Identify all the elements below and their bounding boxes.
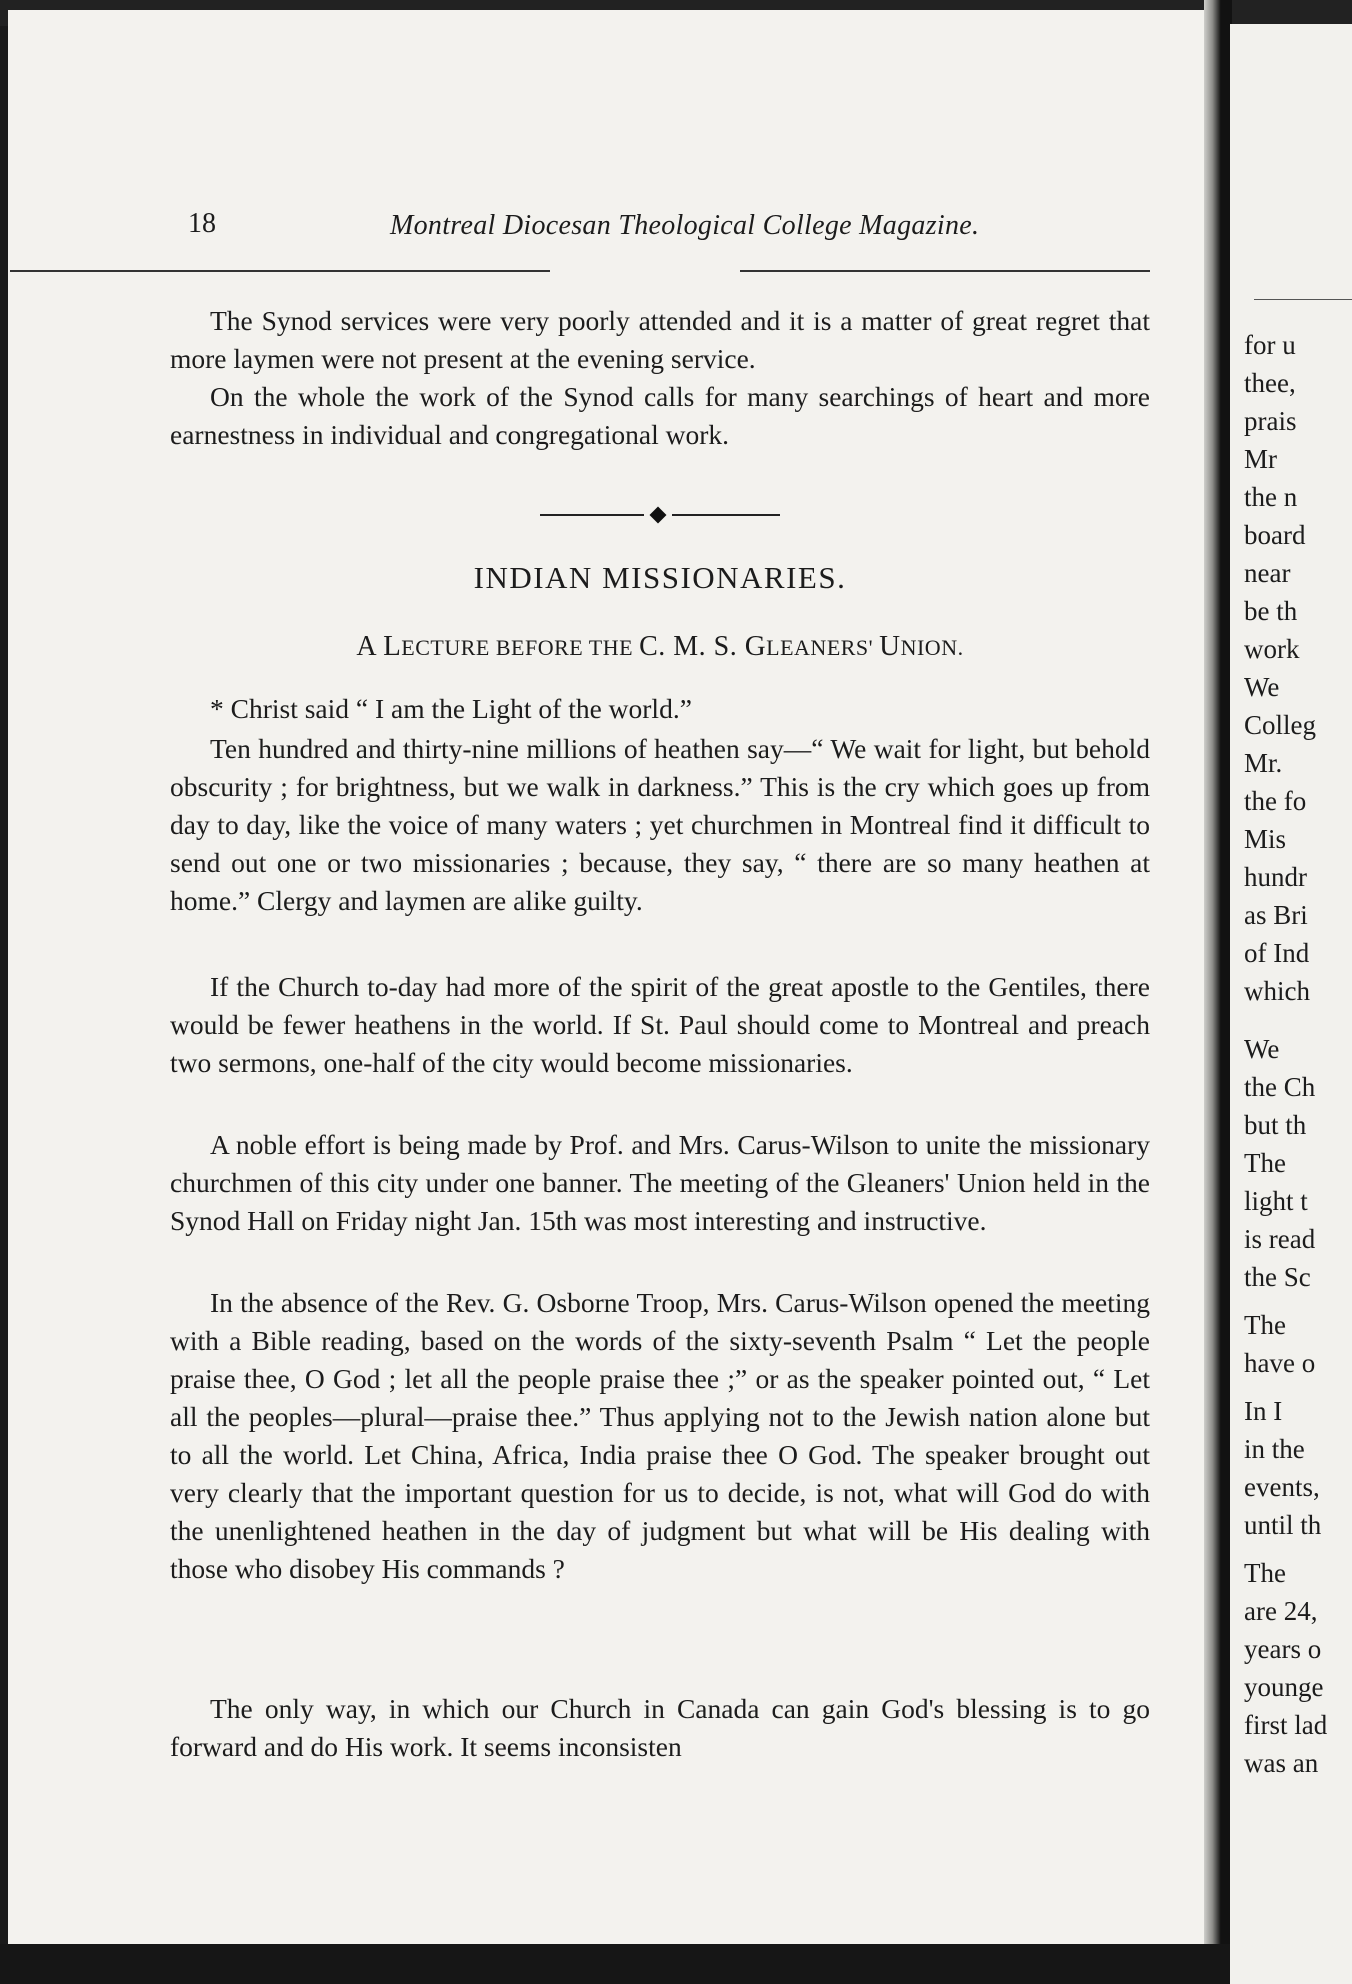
- right-fragment: the Ch: [1244, 1072, 1316, 1102]
- right-fragment: hundr: [1244, 862, 1307, 892]
- right-fragment: Mis: [1244, 824, 1287, 854]
- right-fragment: younge: [1244, 1672, 1324, 1702]
- paragraph-synod-summary: On the whole the work of the Synod calls for many searchings of heart and more earnestness in individual and congregational work.: [170, 381, 1150, 450]
- right-fragment: Mr: [1244, 444, 1277, 474]
- paragraph-heathen-cry: Ten hundred and thirty-nine millions of heathen say—“ We wait for light, but behold obscurity ; for brightness, but we walk in darkness.” This is the cry which goes up from day to day, like the voice of many waters ; yet churchmen in Montreal find it difficult to send out one or two missionaries ; because, they say, “ there are so many heathen at home.” Clergy and laymen are alike guilty.: [170, 733, 1150, 916]
- right-fragment: first lad: [1244, 1710, 1328, 1740]
- right-fragment: for u: [1244, 330, 1296, 360]
- header-rule: [740, 270, 1150, 272]
- right-fragment: We: [1244, 672, 1280, 702]
- page-header: [180, 200, 1150, 248]
- running-title: Montreal Diocesan Theological College Magazine.: [390, 210, 980, 241]
- scan-border-bottom: [0, 1944, 1230, 1984]
- paragraph-only-way: The only way, in which our Church in Canada can gain God's blessing is to go forward and do His work. It seems inconsisten: [170, 1693, 1150, 1762]
- right-fragment: in the: [1244, 1434, 1305, 1464]
- right-fragment: The: [1244, 1148, 1286, 1178]
- right-fragment: which: [1244, 976, 1310, 1006]
- diamond-ornament-icon: [650, 507, 667, 524]
- paragraph-epigraph: * Christ said “ I am the Light of the world.”: [210, 693, 692, 724]
- right-fragment: Mr.: [1244, 748, 1283, 778]
- right-fragment: In I: [1244, 1396, 1283, 1426]
- right-fragment: Colleg: [1244, 710, 1316, 740]
- right-fragment: the n: [1244, 482, 1298, 512]
- divider-line: [672, 514, 780, 516]
- divider-line: [540, 514, 644, 516]
- right-fragment: have o: [1244, 1348, 1316, 1378]
- article-title: INDIAN MISSIONARIES.: [473, 560, 847, 595]
- right-fragment: near: [1244, 558, 1291, 588]
- right-fragment: We: [1244, 1034, 1280, 1064]
- right-fragment: years o: [1244, 1634, 1322, 1664]
- right-fragment: the Sc: [1244, 1262, 1311, 1292]
- right-fragment: the fo: [1244, 786, 1307, 816]
- book-gutter: [1204, 0, 1232, 1984]
- right-fragment: work: [1244, 634, 1300, 664]
- right-fragment: The: [1244, 1310, 1286, 1340]
- right-fragment: of Ind: [1244, 938, 1310, 968]
- article-subtitle: A LECTURE BEFORE THE C. M. S. GLEANERS' UNION.: [356, 630, 964, 662]
- right-fragment: as Bri: [1244, 900, 1308, 930]
- page-number: 18: [188, 208, 216, 239]
- right-fragment: board: [1244, 520, 1306, 550]
- header-rule: [10, 270, 550, 272]
- paragraph-synod-attendance: The Synod services were very poorly attended and it is a matter of great regret that more laymen were not present at the evening service.: [170, 305, 1150, 374]
- right-fragment: but th: [1244, 1110, 1307, 1140]
- right-fragment: thee,: [1244, 368, 1296, 398]
- paragraph-noble-effort: A noble effort is being made by Prof. and Mrs. Carus-Wilson to unite the missionary churchmen of this city under one banner. The meeting of the Gleaners' Union held in the Synod Hall on Friday night Jan. 15th was most interesting and instructive.: [170, 1129, 1150, 1236]
- right-fragment: is read: [1244, 1224, 1316, 1254]
- right-page-header-rule: [1254, 299, 1352, 300]
- right-fragment: light t: [1244, 1186, 1308, 1216]
- section-divider-ornament: [540, 508, 780, 522]
- right-fragment: was an: [1244, 1748, 1319, 1778]
- right-fragment: events,: [1244, 1472, 1320, 1502]
- right-page-edge: [1230, 24, 1352, 1984]
- paragraph-church-spirit: If the Church to-day had more of the spirit of the great apostle to the Gentiles, there would be fewer heathens in the world. If St. Paul should come to Montreal and preach two sermons, one-half of the city would become missionaries.: [170, 971, 1150, 1078]
- right-fragment: are 24,: [1244, 1596, 1318, 1626]
- right-fragment: prais: [1244, 406, 1297, 436]
- right-fragment: until th: [1244, 1510, 1322, 1540]
- right-fragment: be th: [1244, 596, 1298, 626]
- paragraph-bible-reading: In the absence of the Rev. G. Osborne Troop, Mrs. Carus-Wilson opened the meeting with a Bible reading, based on the words of the sixty-seventh Psalm “ Let the people praise thee, O God ; let all the people praise thee ;” or as the speaker pointed out, “ Let all the peoples—plural—praise thee.” Thus applying not to the Jewish nation alone but to all the world. Let China, Africa, India praise thee O God. The speaker brought out very clearly that the important question for us to decide, is not, what will God do with the unenlightened heathen in the day of judgment but what will be His dealing with those who disobey His commands ?: [170, 1287, 1150, 1584]
- right-fragment: The: [1244, 1558, 1286, 1588]
